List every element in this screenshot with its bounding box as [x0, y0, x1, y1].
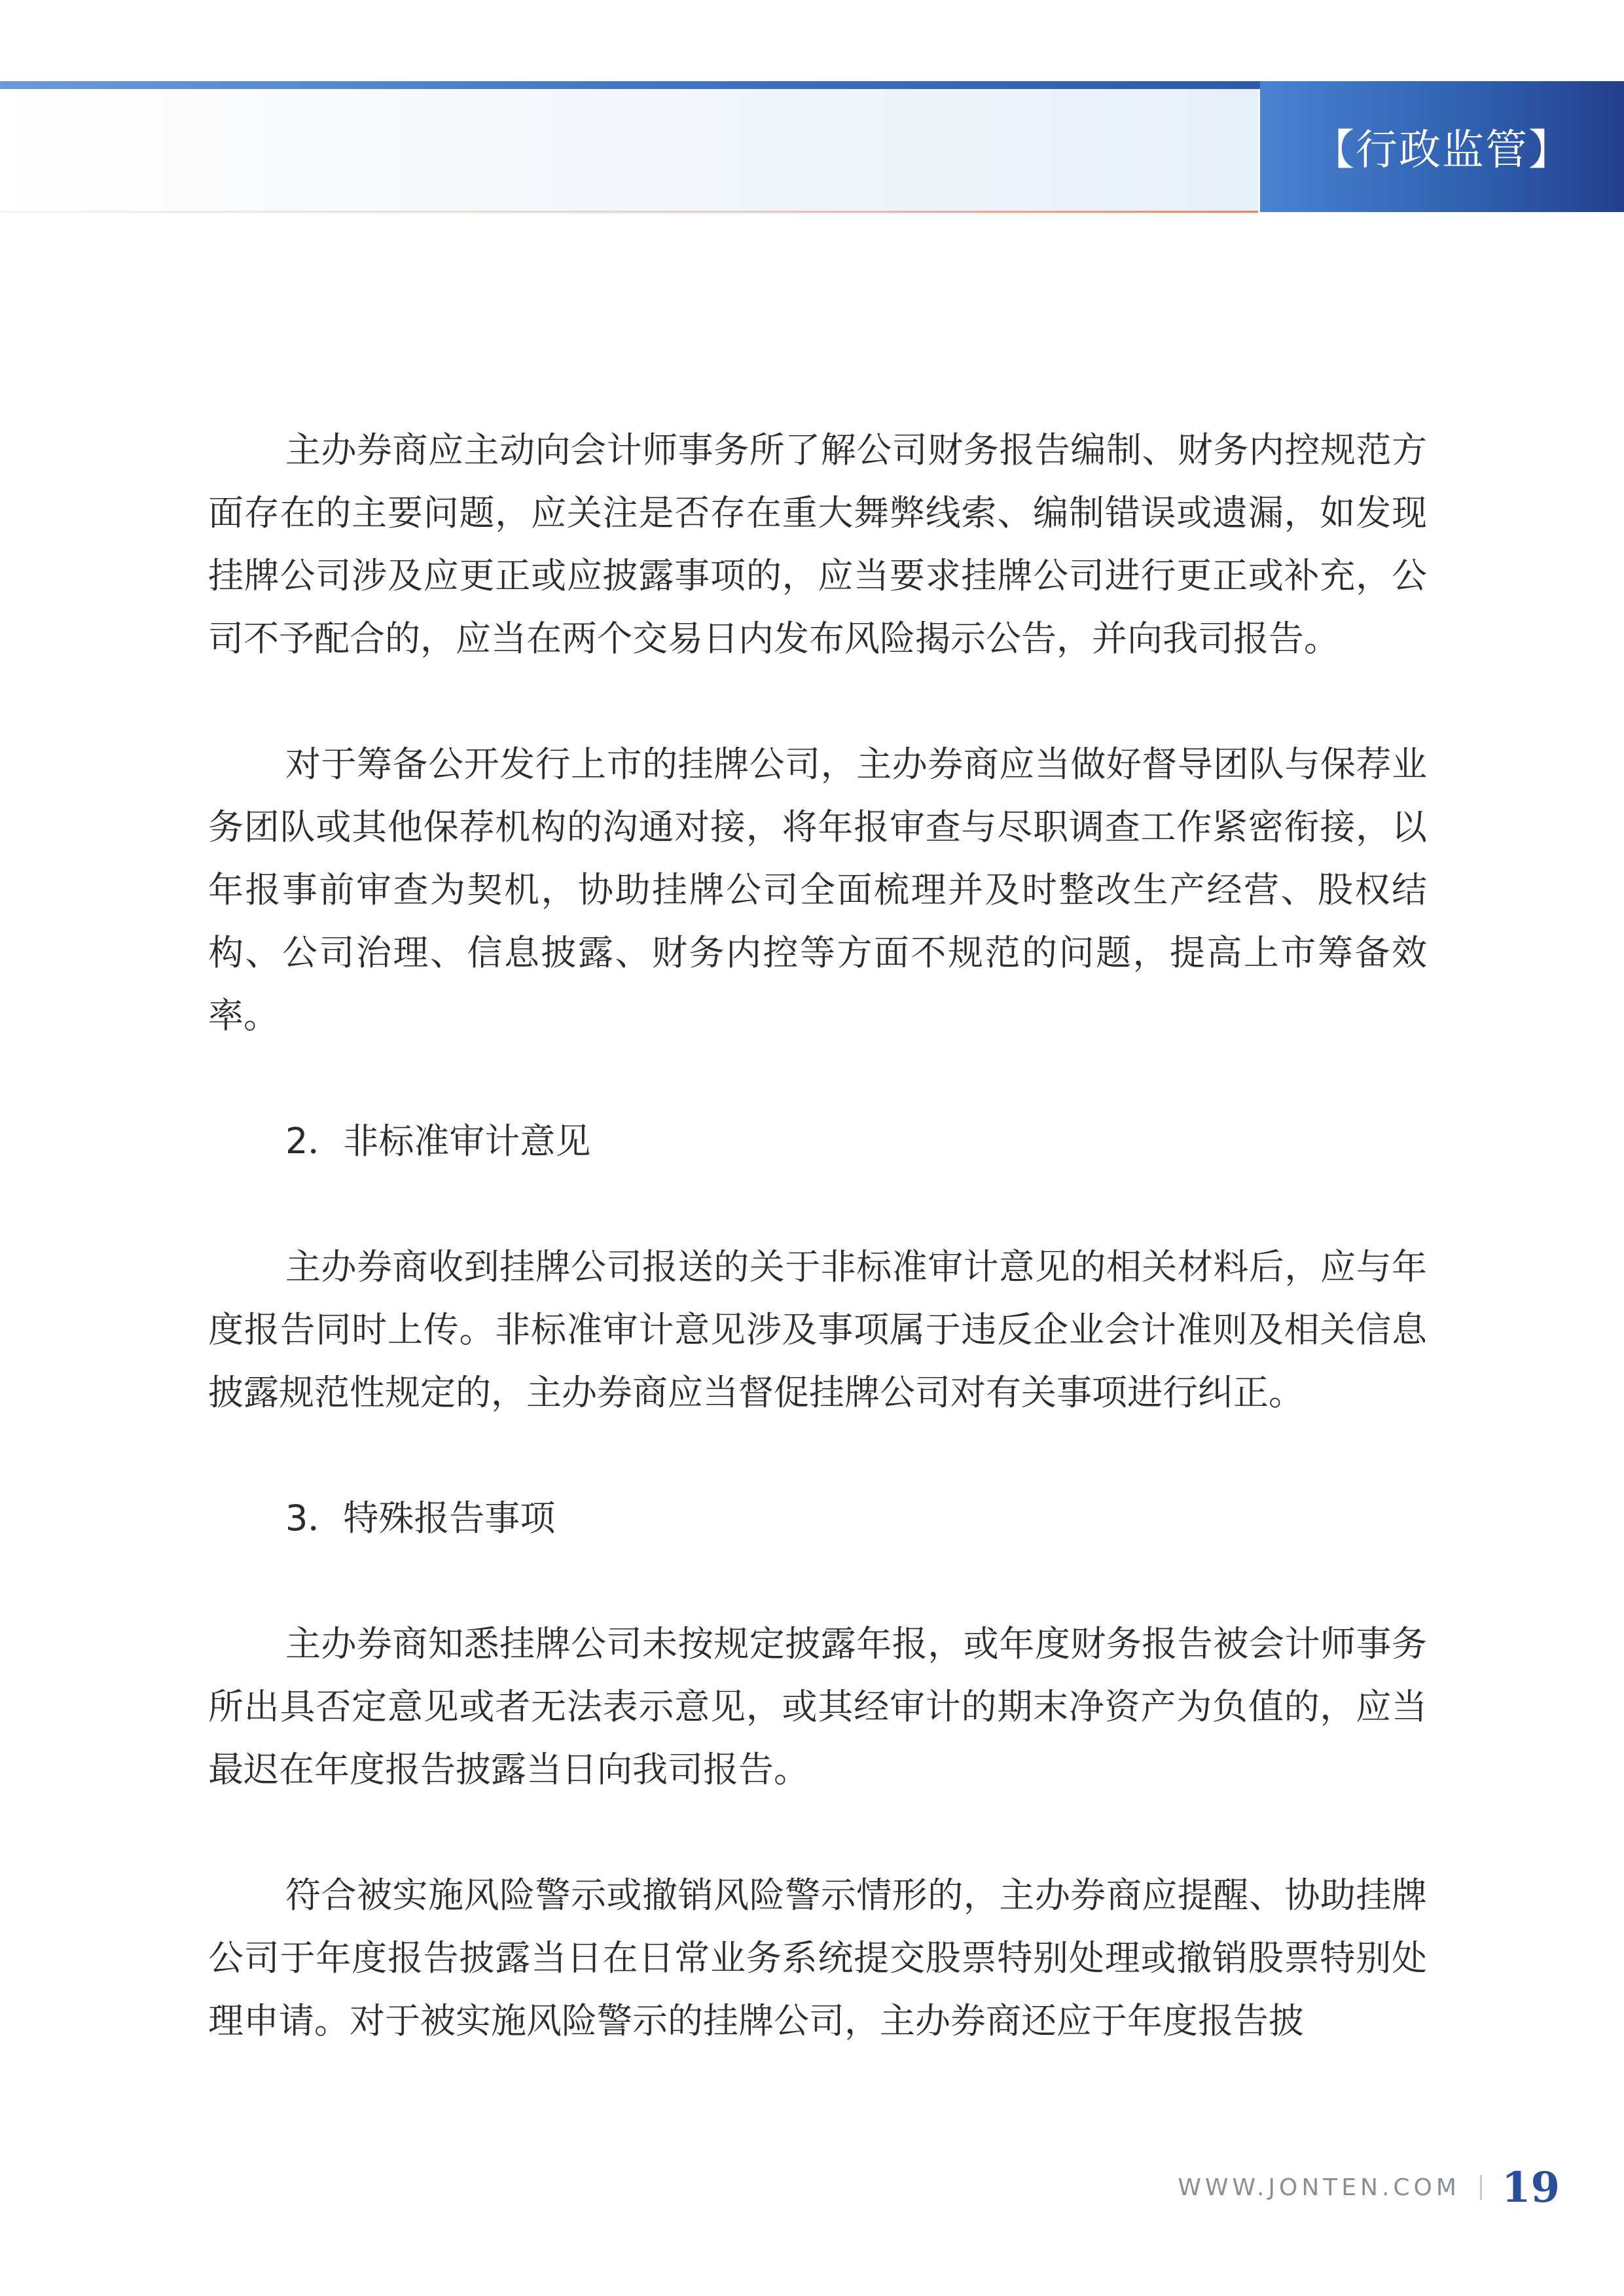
header-underline	[0, 211, 1258, 213]
footer-website-link[interactable]: WWW.JONTEN.COM	[1178, 2174, 1460, 2201]
heading-non-standard-audit-opinion: 2．非标准审计意见	[285, 1121, 591, 1162]
paragraph-auditor-communication: 主办券商应主动向会计师事务所了解公司财务报告编制、财务内控规范方面存在的主要问题，应关注是否存在重大舞弊线索、编制错误或遗漏，如发现挂牌公司涉及应更正或应披露事项的，应当要求挂牌公司进行更正或补充，公司不予配合的，应当在两个交易日内发布风险揭示公告，并向我司报告。	[208, 429, 1427, 659]
header-accent-line	[0, 81, 1263, 89]
page-number: 19	[1501, 2162, 1560, 2212]
section-tab	[1260, 81, 1624, 212]
main-content	[208, 419, 1427, 2053]
page-footer	[1178, 2161, 1560, 2214]
section-label: 【行政监管】	[1312, 126, 1572, 175]
paragraph-special-report: 主办券商知悉挂牌公司未按规定披露年报，或年度财务报告被会计师事务所出具否定意见或者无法表示意见，或其经审计的期末净资产为负值的，应当最迟在年度报告披露当日向我司报告。	[208, 1623, 1427, 1790]
header-band	[0, 89, 1258, 214]
paragraph-risk-warning: 符合被实施风险警示或撤销风险警示情形的，主办券商应提醒、协助挂牌公司于年度报告披露当日在日常业务系统提交股票特别处理或撤销股票特别处理申请。对于被实施风险警示的挂牌公司，主办券商还应于年度报告披	[208, 1874, 1427, 2041]
heading-special-reporting-items: 3．特殊报告事项	[285, 1498, 556, 1539]
footer-divider	[1480, 2175, 1482, 2200]
paragraph-non-standard-opinion: 主办券商收到挂牌公司报送的关于非标准审计意见的相关材料后，应与年度报告同时上传。非标准审计意见涉及事项属于违反企业会计准则及相关信息披露规范性规定的，主办券商应当督促挂牌公司对有关事项进行纠正。	[208, 1246, 1427, 1413]
paragraph-ipo-preparation: 对于筹备公开发行上市的挂牌公司，主办券商应当做好督导团队与保荐业务团队或其他保荐机构的沟通对接，将年报审查与尽职调查工作紧密衔接，以年报事前审查为契机，协助挂牌公司全面梳理并及时整改生产经营、股权结构、公司治理、信息披露、财务内控等方面不规范的问题，提高上市筹备效率。	[208, 744, 1427, 1036]
